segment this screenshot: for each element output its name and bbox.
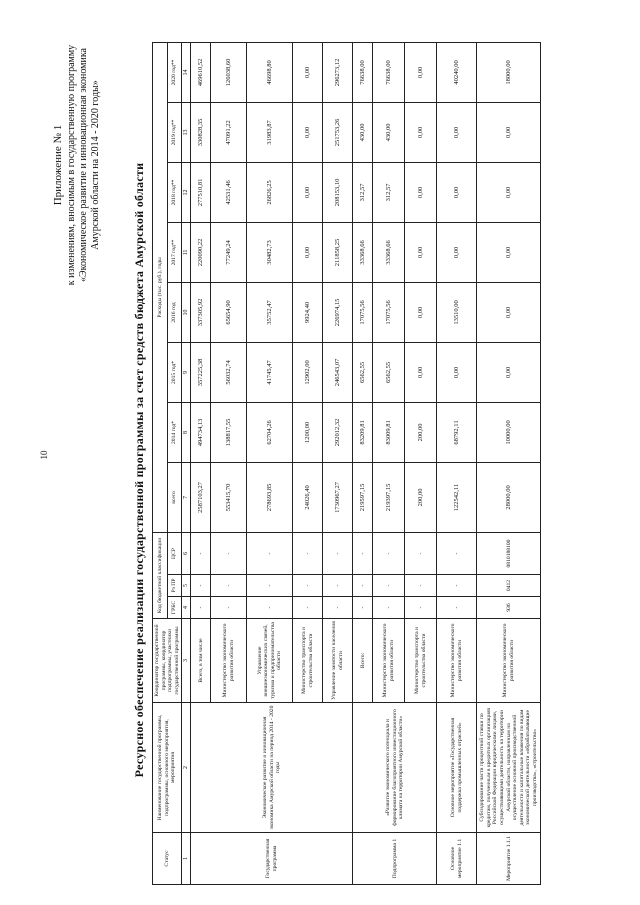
cell-value: 277510,81	[191, 162, 211, 222]
column-index-row	[182, 42, 191, 884]
cell-value: 83209,81	[353, 402, 373, 462]
cell-value: 0,00	[477, 102, 541, 162]
cell-value: 1200,00	[293, 402, 323, 462]
col-index: 8	[182, 402, 191, 462]
cell-value: 18000,00	[477, 42, 541, 102]
cell-grbs: -	[211, 597, 247, 619]
col-index: 5	[182, 575, 191, 597]
cell-value: 126038,60	[211, 42, 247, 102]
cell-value: 0,00	[293, 162, 323, 222]
col-index: 7	[182, 462, 191, 532]
col-year: 2019 год**	[167, 102, 182, 162]
cell-value: 0,00	[437, 222, 477, 282]
cell-value: 46698,80	[247, 42, 293, 102]
cell-rzpr: 0412	[477, 575, 541, 597]
cell-rzpr: -	[405, 575, 437, 597]
col-index: 1	[182, 833, 191, 885]
cell-value: 68792,11	[437, 402, 477, 462]
cell-rzpr: -	[191, 575, 211, 597]
cell-rzpr: -	[293, 575, 323, 597]
cell-value: 0,00	[405, 342, 437, 402]
table-row	[191, 42, 211, 884]
table-body	[191, 42, 541, 884]
col-status: Статус	[153, 833, 182, 885]
cell-rzpr: -	[247, 575, 293, 597]
cell-value: 200,00	[405, 402, 437, 462]
document-title: Ресурсное обеспечение реализации государственной программы за счет средств бюджета Амурской области	[132, 162, 146, 778]
col-index: 3	[182, 619, 191, 703]
cell-value: 2587103,27	[191, 462, 211, 532]
cell-value: 26826,25	[247, 162, 293, 222]
cell-grbs: -	[437, 597, 477, 619]
cell-value: 0,00	[437, 162, 477, 222]
col-index: 11	[182, 222, 191, 282]
cell-rzpr: -	[353, 575, 373, 597]
row-name: Основное мероприятие «Государственная поддержка промышленных отраслей»	[437, 703, 477, 833]
cell-value: 312,57	[353, 162, 373, 222]
col-year: 2015 год*	[167, 342, 182, 402]
cell-value: 430,00	[373, 102, 405, 162]
cell-value: 220090,22	[191, 222, 211, 282]
cell-csr: -	[247, 532, 293, 574]
cell-grbs: -	[247, 597, 293, 619]
cell-value: 0,00	[437, 342, 477, 402]
cell-csr: -	[323, 532, 353, 574]
cell-value: 138817,55	[211, 402, 247, 462]
cell-value: 76638,00	[373, 42, 405, 102]
col-index: 9	[182, 342, 191, 402]
cell-value: 0,00	[293, 102, 323, 162]
cell-value: 330828,35	[191, 102, 211, 162]
header-line: Амурской области на 2014 - 2020 годы»	[90, 80, 101, 250]
resource-table	[152, 42, 541, 885]
header-line: Приложение № 1	[52, 124, 64, 206]
col-index: 13	[182, 102, 191, 162]
col-total: всего	[167, 462, 182, 532]
cell-value: 31983,87	[247, 102, 293, 162]
row-status: Подпрограмма 1	[353, 833, 437, 885]
col-index: 12	[182, 162, 191, 222]
col-year: 2017 год**	[167, 222, 182, 282]
cell-value: 10000,00	[477, 402, 541, 462]
cell-value: 17075,56	[373, 282, 405, 342]
cell-coord: Всего:	[353, 619, 373, 703]
cell-coord: Управление занятости населения области	[323, 619, 353, 703]
col-expenses-group: Расходы (тыс. руб.), годы	[153, 42, 168, 532]
row-name: «Развитие экономического потенциала и формирование благоприятного инвестиционного климата на территории Амурской области»	[353, 703, 437, 833]
col-rzpr: Рз ПР	[167, 575, 182, 597]
cell-grbs: -	[405, 597, 437, 619]
col-name: Наименование государственной программы, подпрограммы, основного мероприятия, мероприятия	[153, 703, 182, 833]
header-line: «Экономическое развитие и инновационная экономика	[78, 48, 89, 282]
cell-value: 9924,40	[293, 282, 323, 342]
cell-value: 12902,00	[293, 342, 323, 402]
table-row	[437, 42, 477, 884]
col-index: 4	[182, 597, 191, 619]
cell-value: 0,00	[405, 102, 437, 162]
cell-coord: Министерство транспорта и строительства области	[405, 619, 437, 703]
cell-value: 469610,52	[191, 42, 211, 102]
cell-value: 278693,85	[247, 462, 293, 532]
cell-value: 292012,32	[323, 402, 353, 462]
cell-value: 430,00	[353, 102, 373, 162]
cell-value: 200,00	[405, 462, 437, 532]
cell-coord: Министерство экономического развития области	[477, 619, 541, 703]
col-grbs: ГРБС	[167, 597, 182, 619]
cell-value: 219597,15	[353, 462, 373, 532]
cell-value: 494734,13	[191, 402, 211, 462]
cell-coord: Управление внешнеэкономических связей, туризма и предпринимательства области	[247, 619, 293, 703]
cell-value: 1730967,27	[323, 462, 353, 532]
cell-value: 0,00	[477, 222, 541, 282]
cell-grbs: -	[373, 597, 405, 619]
cell-value: 56032,74	[211, 342, 247, 402]
cell-value: 33368,66	[373, 222, 405, 282]
page-number: 10	[39, 450, 49, 460]
col-index: 6	[182, 532, 191, 574]
cell-coord: Министерство экономического развития области	[437, 619, 477, 703]
cell-value: 0,00	[293, 222, 323, 282]
cell-value: 0,00	[405, 162, 437, 222]
cell-rzpr: -	[211, 575, 247, 597]
cell-value: 208153,10	[323, 162, 353, 222]
cell-grbs: -	[293, 597, 323, 619]
cell-value: 0,00	[293, 42, 323, 102]
col-year: 2014 год*	[167, 402, 182, 462]
cell-value: 6562,55	[373, 342, 405, 402]
cell-value: 17075,56	[353, 282, 373, 342]
cell-value: 35752,47	[247, 282, 293, 342]
col-index: 10	[182, 282, 191, 342]
cell-csr: -	[211, 532, 247, 574]
col-budget-group: Код бюджетной классификации	[153, 532, 168, 618]
cell-grbs: -	[323, 597, 353, 619]
cell-value: 312,57	[373, 162, 405, 222]
cell-value: 0,00	[405, 222, 437, 282]
table-row	[353, 42, 373, 884]
cell-value: 30482,73	[247, 222, 293, 282]
table-header-row	[153, 42, 168, 884]
cell-csr: -	[373, 532, 405, 574]
cell-value: 553415,70	[211, 462, 247, 532]
cell-csr: -	[405, 532, 437, 574]
row-name: Экономическое развитие и инновационная экономика Амурской области на период 2014 - 2020 годы	[191, 703, 353, 833]
cell-value: 76638,00	[353, 42, 373, 102]
cell-value: 357225,38	[191, 342, 211, 402]
cell-value: 24026,40	[293, 462, 323, 532]
cell-value: 219397,15	[373, 462, 405, 532]
cell-value: 0,00	[477, 162, 541, 222]
col-coordinator: Координатор государственной программы, координатор подпрограммы, участники государственной программы	[153, 619, 182, 703]
col-index: 14	[182, 42, 191, 102]
cell-value: 77249,24	[211, 222, 247, 282]
cell-csr: -	[437, 532, 477, 574]
cell-rzpr: -	[437, 575, 477, 597]
cell-csr: -	[293, 532, 323, 574]
cell-csr: 0810188100	[477, 532, 541, 574]
col-year: 2016 год	[167, 282, 182, 342]
row-status: Мероприятие 1.1.1	[477, 833, 541, 885]
cell-value: 62704,26	[247, 402, 293, 462]
cell-value: 296273,12	[323, 42, 353, 102]
col-year: 2020 год**	[167, 42, 182, 102]
cell-grbs: -	[191, 597, 211, 619]
cell-coord: Всего, в том числе	[191, 619, 211, 703]
col-csr: ЦСР	[167, 532, 182, 574]
cell-coord: Министерство экономического развития области	[211, 619, 247, 703]
cell-value: 41745,47	[247, 342, 293, 402]
cell-value: 0,00	[477, 282, 541, 342]
cell-value: 65654,90	[211, 282, 247, 342]
cell-value: 13510,00	[437, 282, 477, 342]
row-name: Субсидирование части процентной ставки по кредитам, полученным в кредитных организациях Российской Федерации юридическими лицами, осуществляющими деятельность на территории Амурской области, направленным на осуществление основной производственной деятельности и капитальные вложения по видам экономической деятельности «обрабатывающие производства», «строительство»	[477, 703, 541, 833]
cell-grbs: -	[353, 597, 373, 619]
col-index: 2	[182, 703, 191, 833]
appendix-header	[52, 15, 102, 315]
cell-value: 0,00	[477, 342, 541, 402]
cell-value: 40240,00	[437, 42, 477, 102]
cell-value: 251753,26	[323, 102, 353, 162]
cell-value: 0,00	[405, 282, 437, 342]
cell-value: 246543,07	[323, 342, 353, 402]
cell-value: 122542,11	[437, 462, 477, 532]
cell-value: 226974,15	[323, 282, 353, 342]
cell-value: 42531,46	[211, 162, 247, 222]
cell-value: 0,00	[405, 42, 437, 102]
cell-value: 47091,22	[211, 102, 247, 162]
cell-value: 0,00	[437, 102, 477, 162]
cell-grbs: 936	[477, 597, 541, 619]
cell-value: 28000,00	[477, 462, 541, 532]
cell-value: 6562,55	[353, 342, 373, 402]
cell-coord: Министерство экономического развития области	[373, 619, 405, 703]
header-line: к изменениям, вносимым в государственную программу	[66, 44, 77, 286]
cell-rzpr: -	[373, 575, 405, 597]
table-row	[477, 42, 541, 884]
row-status: Основное мероприятие 1.1	[437, 833, 477, 885]
cell-rzpr: -	[323, 575, 353, 597]
cell-value: 33368,66	[353, 222, 373, 282]
cell-value: 211858,25	[323, 222, 353, 282]
row-status: Государственная программа	[191, 833, 353, 885]
col-year: 2018 год**	[167, 162, 182, 222]
cell-coord: Министерство транспорта и строительства области	[293, 619, 323, 703]
cell-csr: -	[353, 532, 373, 574]
cell-csr: -	[191, 532, 211, 574]
cell-value: 83009,81	[373, 402, 405, 462]
cell-value: 337305,92	[191, 282, 211, 342]
